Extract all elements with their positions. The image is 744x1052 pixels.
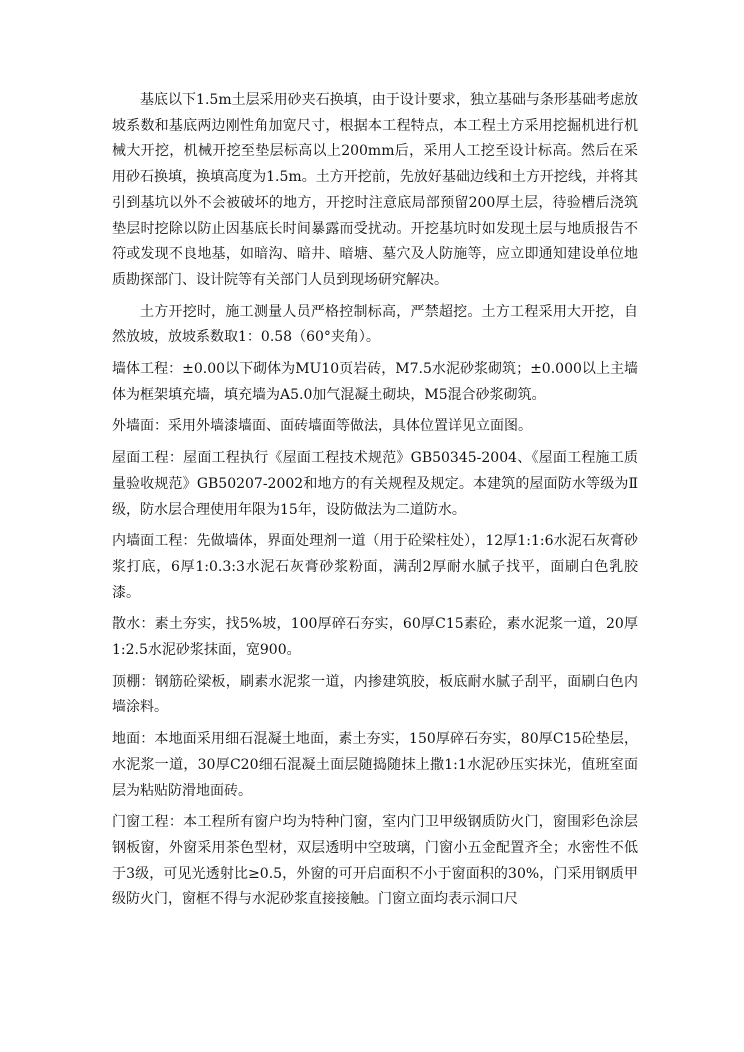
paragraph-foundation-backfill: 基底以下1.5m土层采用砂夹石换填，由于设计要求，独立基础与条形基础考虑放坡系数和基底两边刚性角加宽尺寸，根据本工程特点，本工程土方采用挖掘机进行机械大开挖，机械开挖至垫层标高以上200mm后，采用人工挖至设计标高。然后在采用砂石换填，换填高度为1.5m。土方开挖前，先放好基础边线和土方开挖线，并将其引到基坑以外不会被破坏的地方，开挖时注意底局部预留200厚土层，待验槽后浇筑垫层时挖除以防止因基底长时间暴露而受扰动。开挖基坑时如发现土层与地质报告不符或发现不良地基，如暗沟、暗井、暗塘、墓穴及人防施等，应立即通知建设单位地质勘探部门、设计院等有关部门人员到现场研究解决。 <box>112 92 638 288</box>
paragraph-exterior-wall: 外墙面：采用外墙漆墙面、面砖墙面等做法，具体位置详见立面图。 <box>112 418 532 435</box>
paragraph-ceiling: 顶棚：钢筋砼梁板，刷素水泥浆一道，内掺建筑胶，板底耐水腻子刮平，面刷白色内墙涂料。 <box>112 673 638 716</box>
paragraph-apron: 散水：素土夯实，找5%坡，100厚碎石夯实，60厚C15素砼，素水泥浆一道，20厚1:2.5水泥砂浆抹面，宽900。 <box>112 616 638 659</box>
paragraph-earthwork-excavation: 土方开挖时，施工测量人员严格控制标高，严禁超挖。土方工程采用大开挖，自然放坡，放坡系数取1：0.58（60°夹角）。 <box>112 303 638 346</box>
paragraph-interior-wall: 内墙面工程：先做墙体，界面处理剂一道（用于砼梁柱处），12厚1:1:6水泥石灰膏砂浆打底，6厚1:0.3:3水泥石灰膏砂浆粉面，满刮2厚耐水腻子找平，面刷白色乳胶漆。 <box>112 533 638 601</box>
paragraph-floor: 地面：本地面采用细石混凝土地面，素土夯实，150厚碎石夯实，80厚C15砼垫层，水泥浆一道，30厚C20细石混凝土面层随捣随抹上撒1:1水泥砂压实抹光，值班室面层为粘贴防滑地面砖。 <box>112 731 638 799</box>
paragraph-roof-works: 屋面工程：屋面工程执行《屋面工程技术规范》GB50345-2004、《屋面工程施工质量验收规范》GB50207-2002和地方的有关规程及规定。本建筑的屋面防水等级为Ⅱ级，防水层合理使用年限为15年，设防做法为二道防水。 <box>112 450 638 518</box>
document-body <box>112 88 638 919</box>
paragraph-doors-windows: 门窗工程：本工程所有窗户均为特种门窗，室内门卫甲级钢质防火门，窗围彩色涂层钢板窗，外窗采用茶色型材，双层透明中空玻璃，门窗小五金配置齐全；水密性不低于3级，可见光透射比≥0.5，外窗的可开启面积不小于窗面积的30%，门采用钢质甲级防火门，窗框不得与水泥砂浆直接接触。门窗立面均表示洞口尺 <box>112 814 638 908</box>
paragraph-wall-works: 墙体工程：±0.00以下砌体为MU10页岩砖，M7.5水泥砂浆砌筑；±0.000以上主墙体为框架填充墙，填充墙为A5.0加气混凝土砌块，M5混合砂浆砌筑。 <box>112 361 638 403</box>
